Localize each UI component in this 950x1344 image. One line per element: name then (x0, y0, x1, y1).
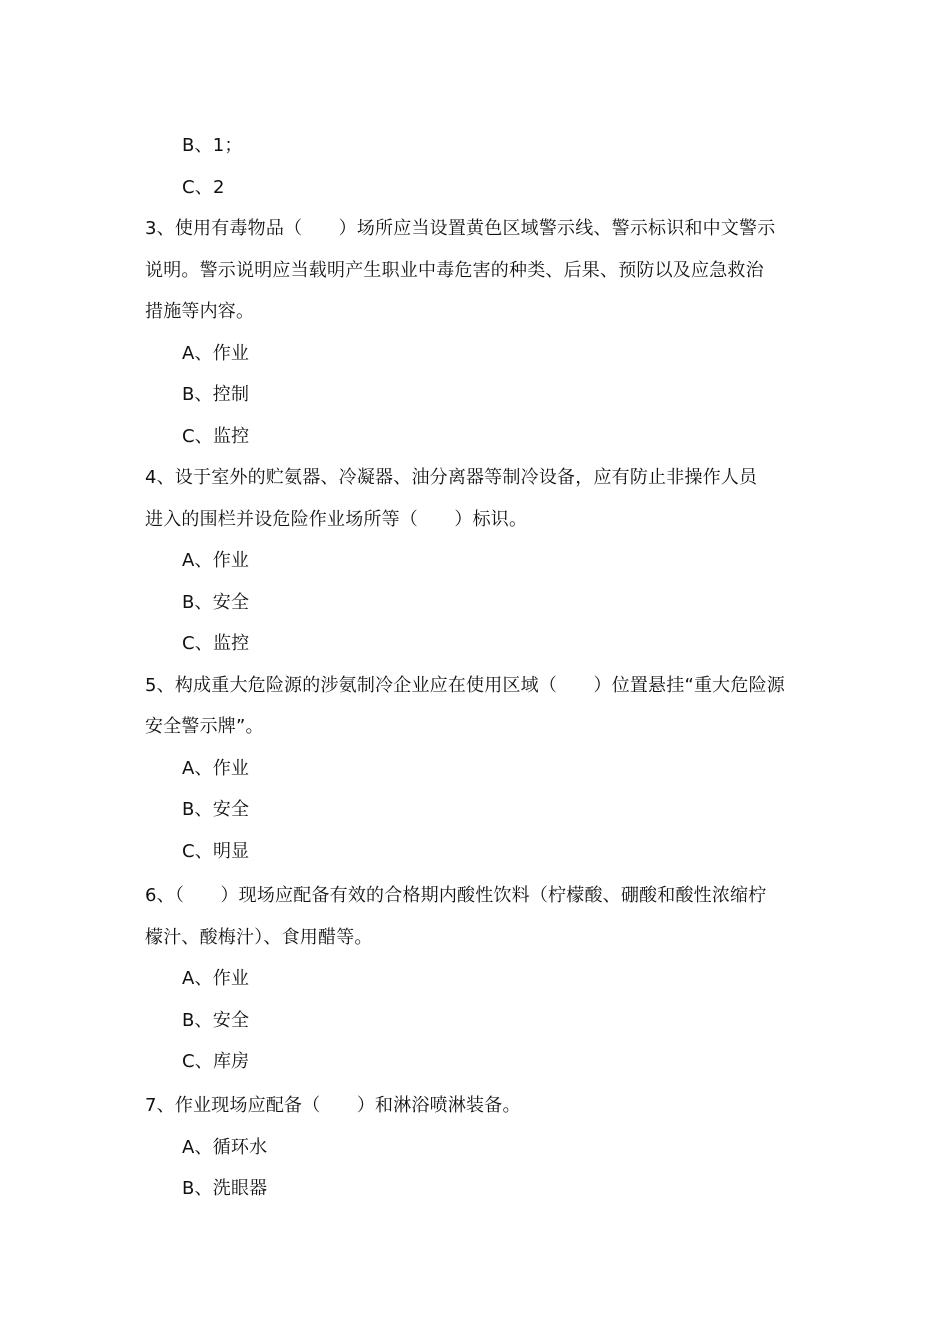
question-5-line: 5、构成重大危险源的涉氨制冷企业应在使用区域（ ）位置悬挂“重大危险源 (145, 675, 785, 696)
question-3-line: 说明。警示说明应当载明产生职业中毒危害的种类、后果、预防以及应急救治 (145, 260, 764, 281)
option-line: B、1； (182, 135, 243, 156)
option-line: C、明显 (182, 841, 250, 862)
question-4-line: 进入的围栏并设危险作业场所等（ ）标识。 (145, 509, 528, 530)
option-line: B、控制 (182, 384, 250, 405)
question-6-line: 檬汁、酸梅汁）、食用醋等。 (145, 927, 373, 948)
option-line: C、监控 (182, 426, 250, 447)
option-line: B、安全 (182, 799, 250, 820)
question-3-line: 措施等内容。 (145, 301, 255, 322)
option-line: C、库房 (182, 1051, 250, 1072)
option-line: C、2 (182, 177, 225, 198)
option-line: B、安全 (182, 592, 250, 613)
option-line: B、安全 (182, 1010, 250, 1031)
option-line: A、作业 (182, 550, 250, 571)
option-line: A、循环水 (182, 1137, 268, 1158)
question-7-line: 7、作业现场应配备（ ）和淋浴喷淋装备。 (145, 1095, 521, 1116)
option-line: A、作业 (182, 758, 250, 779)
option-line: A、作业 (182, 968, 250, 989)
question-6-line: 6、（ ）现场应配备有效的合格期内酸性饮料（柠檬酸、硼酸和酸性浓缩柠 (145, 885, 767, 906)
option-line: C、监控 (182, 633, 250, 654)
question-3-line: 3、使用有毒物品（ ）场所应当设置黄色区域警示线、警示标识和中文警示 (145, 218, 776, 239)
option-line: A、作业 (182, 343, 250, 364)
question-4-line: 4、设于室外的贮氨器、冷凝器、油分离器等制冷设备，应有防止非操作人员 (145, 467, 758, 488)
option-line: B、洗眼器 (182, 1178, 268, 1199)
question-5-line: 安全警示牌”。 (145, 716, 264, 737)
